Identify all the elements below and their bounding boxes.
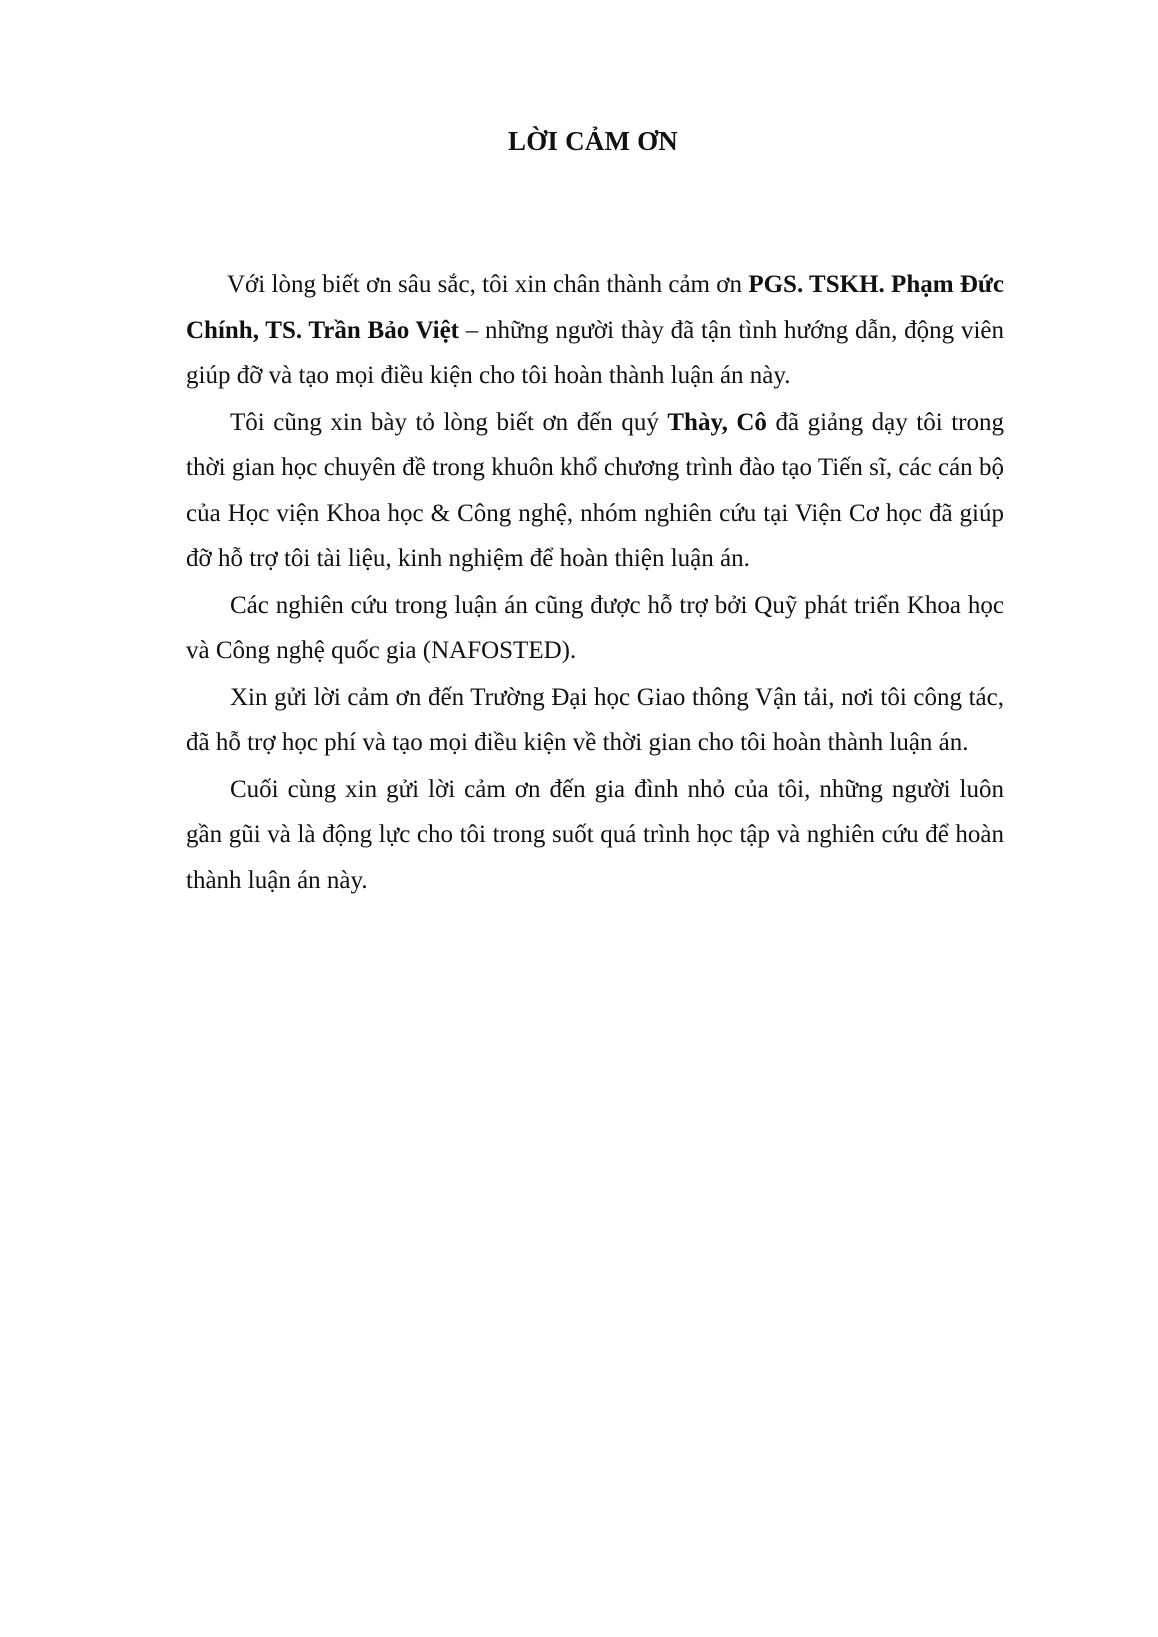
page-title: LỜI CẢM ƠN [508,126,678,156]
paragraph-2-teachers: Thày, Cô [667,408,767,436]
paragraph-4-text: Xin gửi lời cảm ơn đến Trường Đại học Giao thông Vận tải, nơi tôi công tác, đã hỗ trợ học phí và tạo mọi điều kiện về thời gian cho tôi hoàn thành luận án. [186,683,1004,756]
paragraph-2-text-a: Tôi cũng xin bày tỏ lòng biết ơn đến quý [230,408,668,436]
paragraph-1-text-b: – những người thày đã tận tình hướng dẫn, động viên giúp đỡ và tạo mọi điều kiện cho tôi hoàn thành luận án này. [186,316,1004,389]
paragraph-1 [186,262,1004,399]
paragraph-4 [186,675,1004,766]
paragraph-5-text: Cuối cùng xin gửi lời cảm ơn đến gia đình nhỏ của tôi, những người luôn gần gũi và là động lực cho tôi trong suốt quá trình học tập và nghiên cứu để hoàn thành luận án này. [186,775,1004,894]
paragraph-3 [186,583,1004,674]
paragraph-1-supervisors: PGS. TSKH. Phạm Đức Chính, TS. Trần Bảo Việt [186,271,1004,344]
paragraph-2 [186,400,1004,582]
paragraph-1-text-a: Với lòng biết ơn sâu sắc, tôi xin chân thành cảm ơn [227,271,749,298]
paragraph-5 [186,767,1004,904]
acknowledgement-body [186,262,1004,903]
paragraph-3-text: Các nghiên cứu trong luận án cũng được hỗ trợ bởi Quỹ phát triển Khoa học và Công nghệ quốc gia (NAFOSTED). [186,591,1004,664]
paragraph-2-text-b: đã giảng dạy tôi trong thời gian học chuyên đề trong khuôn khổ chương trình đào tạo Tiến sĩ, các cán bộ của Học viện Khoa học & Công nghệ, nhóm nghiên cứu tại Viện Cơ học đã giúp đỡ hỗ trợ tôi tài liệu, kinh nghiệm để hoàn thiện luận án. [186,408,1004,572]
